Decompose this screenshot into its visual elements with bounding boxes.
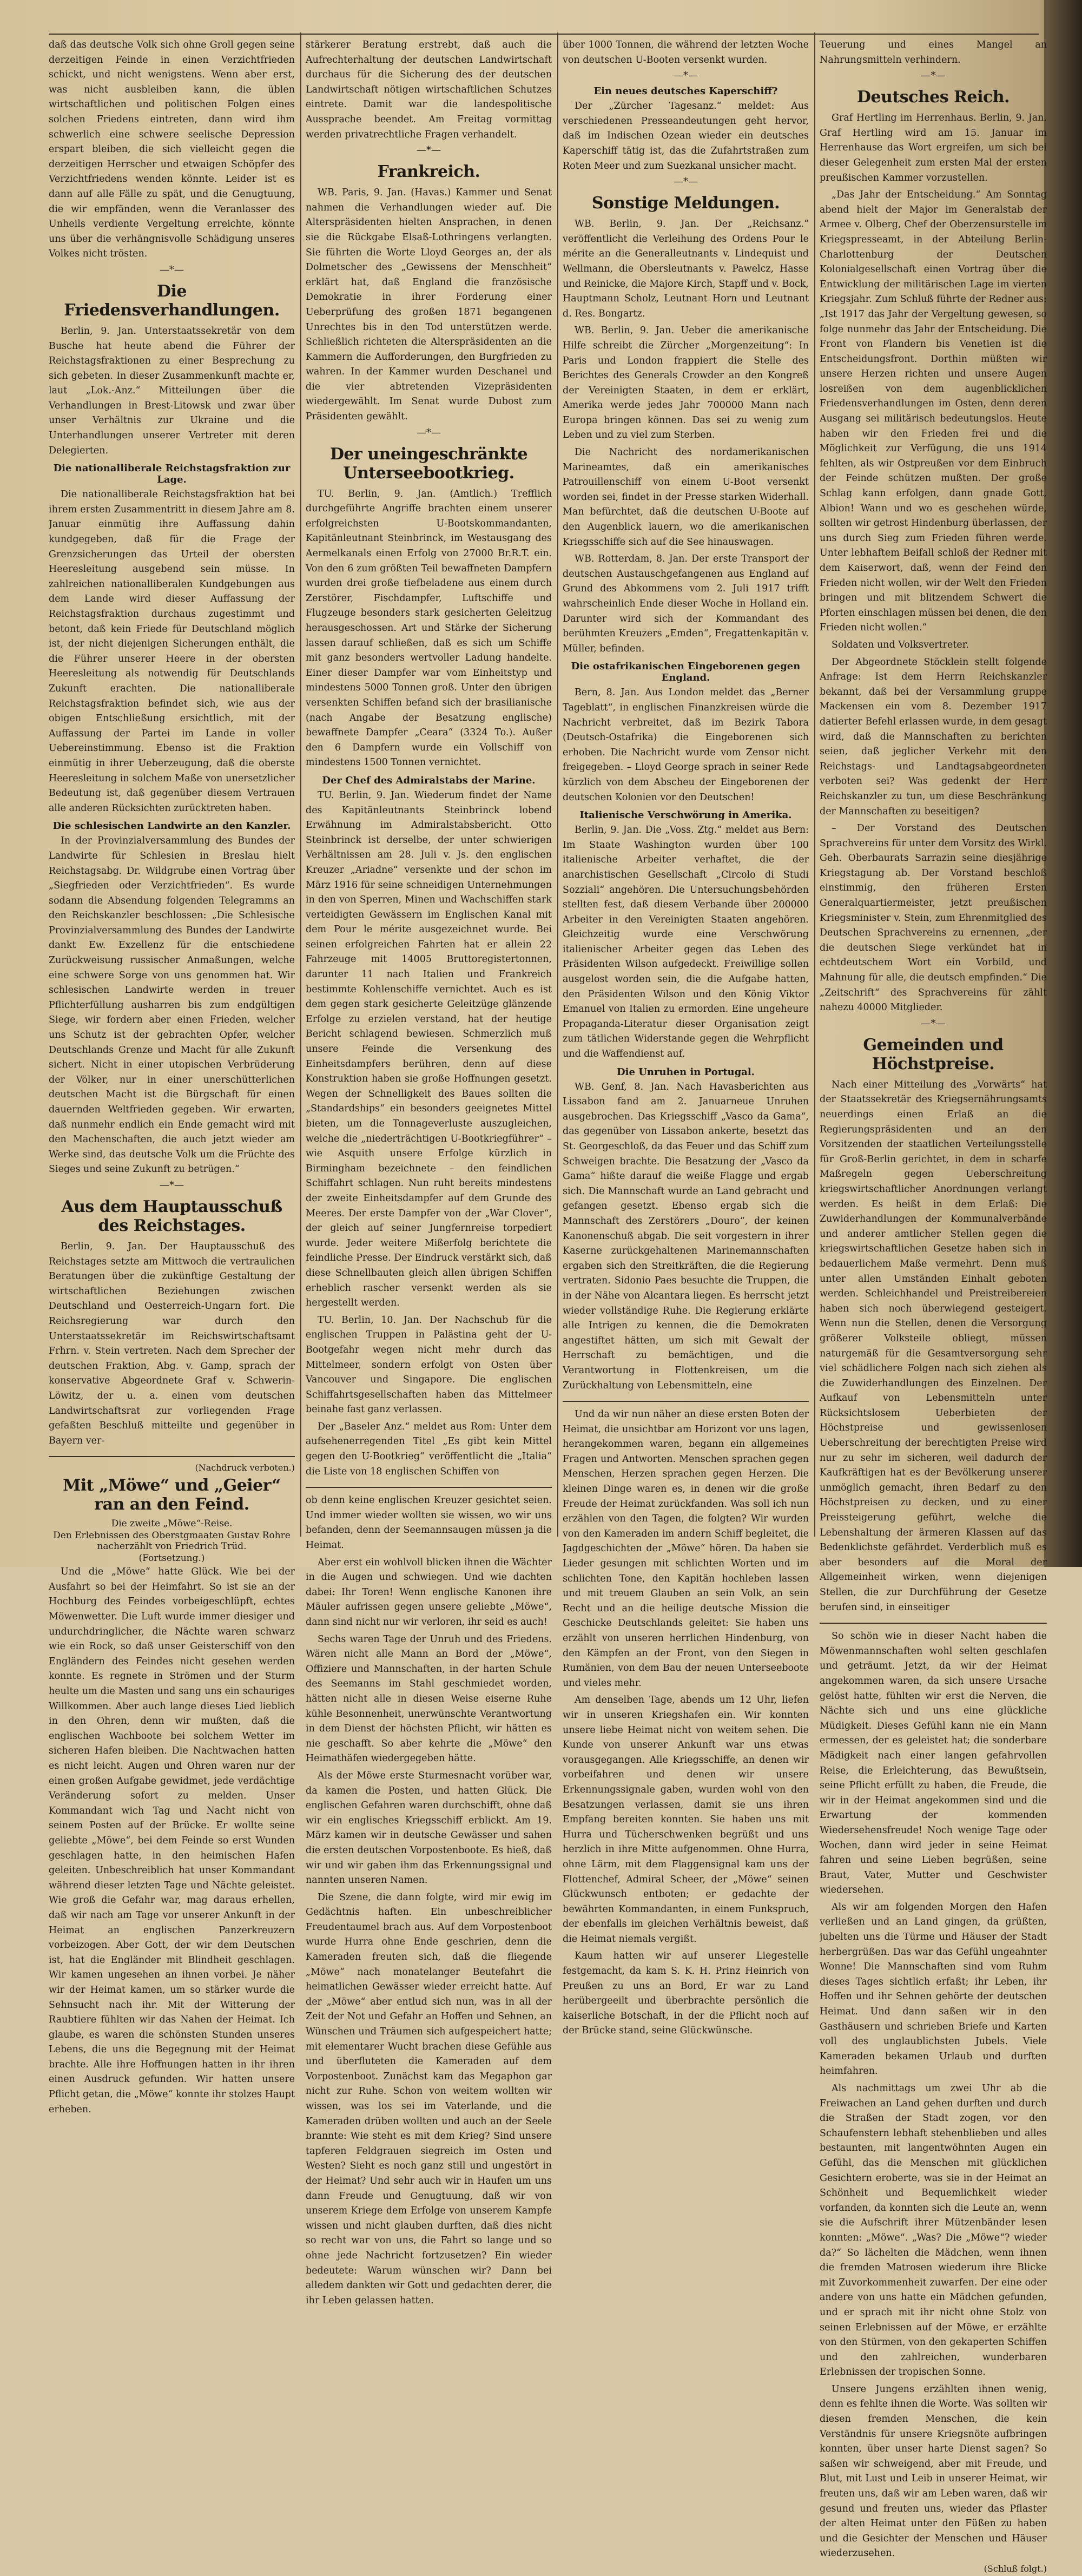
article-text: Und da wir nun näher an diese ersten Boten der Heimat, die unsichtbar am Horizont vor uns lagen, herangekommen waren, begann ein allgemeines Fragen und Antworten. Menschen sprachen gegen Menschen, Herzen sprachen gegen Herzen. Die kleinen Dinge waren es, in denen wir die große Freude der Heimat zurückfanden. Was soll ich nun erzählen von den Tagen, die folgten? Wir wurden von den Kameraden im andern Schiff begleitet, die Jagdgeschichten der „Möwe“ hören. Da haben sie Lieder gesungen mit schlichten Worten und im schlichten Tone, den Kapitän hochleben lassen und mit treuem Glauben an sein Volk, an sein Recht und an die heilige deutsche Mission die Geschicke Deutschlands geleitet: Sie haben uns erzählt von unseren herrlichen Hindenburg, von den Kämpfen an der Front, von den Siegen in Rumänien, von dem Bau der neuen Unterseeboote und vieles mehr.: [563, 1409, 809, 1689]
article-text: Soldaten und Volksvertreter.: [832, 639, 969, 650]
article-text: Unsere Jungens erzählten ihnen wenig, denn es fehlte ihnen die Worte. Was sollten wir diesen fremden Menschen, die kein Verständnis für unsere Kriegsnöte aufbringen konnten, über unser harte Dienst sagen? So saßen wir schweigend, aber mit Freude, und Blut, mit Lust und Leib in unserer Heimat, wir freuten uns, daß wir am Leben waren, daß wir gesund und freuten uns, wieder das Pflaster der alten Heimat unter den Füßen zu haben und die Gesichter der Menschen und Häuser wiederzusehen.: [820, 2383, 1047, 2559]
column-3: [563, 38, 809, 2041]
section-rule: [49, 1456, 295, 1457]
article-text: Der Abgeordnete Stöcklein stellt folgende Anfrage: Ist dem Herrn Reichskanzler bekannt, daß bei der Versammlung gruppe Mackensen ein vom 8. Dezember 1917 datierter Befehl erlassen wurde, in dem gesagt wird, daß die Mannschaften zu berichten seien, daß jeglicher Verkehr mit den Reichstags- und Landtagsabgeordneten verboten sei? Was gedenkt der Herr Reichskanzler zu tun, um diese Beschränkung der Mannschaften zu beseitigen?: [820, 656, 1047, 817]
article-text: daß das deutsche Volk sich ohne Groll gegen seine derzeitigen Feinde in einen Verzichtfrieden schickt, und nicht wenigstens. Wenn aber erst, was nicht ausbleiben kann, die üblen wirtschaftlichen und politischen Folgen eines solchen Friedens eintreten, dann wird ihm schwerlich eine schwere seelische Depression erspart bleiben, die sich vielleicht gegen die derzeitigen Herrscher und etwaigen Schöpfer des Verzichtfriedens wenden könnte. Leider ist es dann auf alle Fälle zu spät, und die Genugtuung, die wir empfänden, wenn die Veranlasser des Unheils verdiente Vergeltung erreichte, könnte uns über die verhängnisvolle Schädigung unseres Volkes nicht trösten.: [49, 39, 295, 260]
reprint-note: (Nachdruck verboten.): [195, 1462, 295, 1473]
column-1: [49, 38, 295, 2119]
article-text: Sechs waren Tage der Unruh und des Friedens. Wären nicht alle Mann an Bord der „Möwe“, Offiziere und Mannschaften, in der harten Schule des Seemanns im Stahl geschmiedet worden, hätten nicht alle in diesen Weise eiserne Ruhe kühle Besonnenheit, unerwünschte Verantwortung in dem Dienst der höchsten Pflicht, wir hätten es nie geschafft. So aber kehrte die „Möwe“ den Heimathäfen wiedergegeben hätte.: [306, 1633, 552, 1764]
article-text: WB. Genf, 8. Jan. Nach Havasberichten aus Lissabon fand am 2. Januarneue Unruhen ausgebrochen. Das Kriegsschiff „Vasco da Gama“, das gegenüber von Lissabon ankerte, besetzt das St. Georgeschloß, da das Feuer und das Schiff zum Schweigen brachte. Die Besatzung der „Vasco da Gama“ hißte darauf die weiße Flagge und ergab sich. Die Mannschaft wurde an Land gebracht und gefangen gesetzt. Ebenso ergab sich die Mannschaft des Zerstörers „Douro“, der keinen Kanonenschuß abgab. Die seit vorgestern in ihrer Kaserne zurückgehaltenen Marinemannschaften ergaben sich den Streitkräften, die die Regierung vertraten. Sidonio Paes besuchte die Truppen, die in der Nähe von Alcantara liegen. Es herrscht jetzt wieder vollständige Ruhe. Die Regierung erklärte alle Intrigen zu kennen, die die Demokraten angestiftet hätten, um sich mit Gewalt der Herrschaft zu bemächtigen, und die Verantwortung in Flottenkreisen, um die Zurückhaltung von Lebensmitteln, eine: [563, 1081, 809, 1391]
separator-star: —*—: [921, 1017, 946, 1029]
headline-hauptausschuss: Aus dem Hauptausschuß des Reichstages.: [61, 1197, 282, 1235]
page-binding-edge: [1044, 0, 1082, 1567]
separator-star: —*—: [674, 176, 698, 188]
article-text: Berlin, 9. Jan. Die „Voss. Ztg.“ meldet aus Bern: Im Staate Washington wurden über 100 italienische Arbeiter verhaftet, die der anarchistischen Gesellschaft „Circolo di Studi Sozziali“ angehören. Die Untersuchungsbehörden stellten fest, daß diesem Verbande über 200000 Arbeiter in den Vereinigten Staaten angehören. Gleichzeitig wurde eine Verschwörung italienischer Arbeiter gegen das Leben des Präsidenten Wilson aufgedeckt. Freiwillige sollen ausgelost worden sein, die die Aufgabe hatten, den Präsidenten Wilson und den König Viktor Emanuel von Italien zu ermorden. Eine ungeheure Propaganda-Literatur dieser Organisation zeigt zum tätlichen Widerstande gegen die Wehrpflicht und die Waffendienst auf.: [563, 825, 809, 1060]
separator-star: —*—: [160, 1179, 184, 1191]
separator-star: —*—: [921, 70, 946, 82]
headline-deutsches-reich: Deutsches Reich.: [856, 88, 1010, 107]
headline-frankreich: Frankreich.: [377, 162, 480, 182]
section-rule: [563, 1401, 809, 1402]
headline-moewe-serial: Mit „Möwe“ und „Geier“ ran an den Feind.: [63, 1476, 281, 1514]
article-text: Die Nachricht des nordamerikanischen Marineamtes, daß ein amerikanisches Patrouillenschiff von einem U-Boot versenkt worden sei, findet in der Presse starken Widerhall. Man befürchtet, daß die deutschen U-Boote auf den Augenblick lauern, wo die amerikanischen Kriegsschiffe sich auf die See hinauswagen.: [563, 447, 809, 548]
headline-friedensverhandlungen: Die Friedensverhandlungen.: [64, 281, 280, 320]
article-text: – Der Vorstand des Deutschen Sprachvereins für unter dem Vorsitz des Wirkl. Geh. Oberbaurats Sarrazin seine diesjährige Kriegstagung ab. Der Vorstand beschloß einstimmig, den früheren Ersten Generalquartiermeister, jetzt preußischen Kriegsminister v. Stein, zum Ehrenmitglied des Deutschen Sprachvereins zu ernennen, „der die deutschen Siege verkündet hat in echtdeutschem Wort ein Vorbild, und Mahnung für alle, die deutsch empfinden.“ Die „Zeitschrift“ des Sprachvereins für zählt nahezu 40000 Mitglieder.: [820, 823, 1047, 1013]
column-4: [820, 38, 1047, 2576]
subheadline: Die ostafrikanischen Eingeborenen gegen England.: [571, 661, 801, 684]
section-rule: [820, 1623, 1047, 1624]
article-text: TU. Berlin, 9. Jan. Wiederum findet der Name des Kapitänleutnants Steinbrinck lobend Erwähnung im Admiralstabsbericht. Otto Steinbrinck ist derselbe, der unter schwierigen Verhältnissen am 28. Juli v. Js. den englischen Kreuzer „Ariadne“ versenkte und der schon im März 1916 für seine schneidigen Unternehmungen in den von Sperren, Minen und Wachschiffen stark verteidigten Gewässern im Englischen Kanal mit dem Pour le mérite ausgezeichnet wurde. Bei seinen erfolgreichen Fahrten hat er allein 22 Fahrzeuge mit 14005 Bruttoregistertonnen, darunter 11 nach Italien und Frankreich bestimmte Kohlenschiffe vernichtet. Auch es ist dem gegen stark gesicherte Geleitzüge glänzende Erfolge zu erzielen verstand, hat der heutige Bericht schlagend bewiesen. Schmerzlich muß unsere Feinde die Versenkung des Einheitsdampfers berühren, denn auf diese Konstruktion haben sie große Hoffnungen gesetzt. Wegen der Schnelligkeit des Baues sollten die „Standardships“ ein besonders geeignetes Mittel bieten, um die Tonnageverluste auszugleichen, welche die „niederträchtigen U-Bootkriegführer“ – wie Asquith unsere Erfolge kürzlich in Birmingham bezeichnete – den feindlichen Schiffahrt schlagen. Nun ruht bereits mindestens der zweite Einheitsdampfer auf dem Grunde des Meeres. Der erste Dampfer von der „War Clover“, der gleich auf seiner Jungfernreise torpediert wurde. Jeder weitere Mißerfolg berichtete die feindliche Presse. Der Eindruck verstärkt sich, daß diese Schnellbauten gleich allen übrigen Schiffen erheblich rascher versenkt werden als sie hergestellt werden.: [306, 789, 552, 1309]
column-rule: [814, 32, 815, 1537]
section-rule: [306, 1487, 552, 1488]
article-text: In der Provinzialversammlung des Bundes der Landwirte für Schlesien in Breslau hielt Reichstagsabg. Dr. Wildgrube einen Vortrag über „Siegfrieden oder Verzichtfrieden“. Es wurde sodann die Absendung folgenden Telegramms an den Reichskanzler beschlossen: „Die Schlesische Provinzialversammlung des Bundes der Landwirte dankt Ew. Exzellenz für die entschiedene Zurückweisung russischer Anmaßungen, welche eine schwere Sorge von uns genommen hat. Wir schlesischen Landwirte werden in treuer Pflichterfüllung ausharren bis zum endgültigen Siege, wir fordern aber einen Frieden, welcher uns Schutz ist der gebrachten Opfer, welcher Deutschlands Grenze und Macht für alle Zukunft sichert. Nicht in einer utopischen Verbrüderung der Völker, nur in einer unerschütterlichen deutschen Macht ist die Bürgschaft für einen dauernden Weltfrieden gegeben. Wir erwarten, daß nunmehr endlich ein Ende gemacht wird mit den Machenschaften, die auch jetzt wieder am Werke sind, das deutsche Volk um die Früchte des Sieges und seine Zukunft zu betrügen.“: [49, 835, 295, 1175]
article-text: Kaum hatten wir auf unserer Liegestelle festgemacht, da kam S. K. H. Prinz Heinrich von Preußen zu uns an Bord, Er war zu Land herübergeeilt und überbrachte persönlich die kaiserliche Botschaft, in der die Pflicht noch auf der Brücke stand, seine Glückwünsche.: [563, 1951, 809, 2037]
article-text: WB. Berlin, 9. Jan. Ueber die amerikanische Hilfe schreibt die Zürcher „Morgenzeitung“: In Paris und London frappiert die Stelle des Berichtes des Generals Crowder an den Kongreß der Vereinigten Staaten, in dem er erklärt, Amerika werde jedes Jahr 700000 Mann nach Europa bringen können. Das sei zu wenig zum Leben und zu viel zum Sterben.: [563, 325, 809, 441]
article-text: So schön wie in dieser Nacht haben die Möwenmannschaften wohl selten geschlafen und geträumt. Jetzt, da wir der Heimat angekommen waren, da sich unsere Ursache gelöst hatte, fühlten wir erst die Nerven, die Nächte sich und uns eine glückliche Müdigkeit. Dieses Gefühl kann nie ein Mann ermessen, der es geleistet hat; die sonderbare Mädigkeit nach einer langen gefahrvollen Reise, die Erleichterung, das Bewußtsein, seine Pflicht erfüllt zu haben, die Freude, die wir in der Heimat angekommen sind und die Erwartung der kommenden Wiedersehensfreude! Noch wenige Tage oder Wochen, dann wird jeder in seine Heimat fahren und seine Lieben begrüßen, seine Braut, Vater, Mutter und Geschwister wiedersehen.: [820, 1631, 1047, 1896]
article-text: WB. Rotterdam, 8. Jan. Der erste Transport der deutschen Austauschgefangenen aus England auf Grund des Abkommens vom 2. Juli 1917 trifft wahrscheinlich Ende dieser Woche in Holland ein. Darunter wird sich der Kommandant des berühmten Kreuzers „Emden“, Fregattenkapitän v. Müller, befinden.: [563, 554, 809, 654]
article-text: Die Szene, die dann folgte, wird mir ewig im Gedächtnis haften. Ein unbeschreiblicher Freudentaumel brach aus. Auf dem Vorpostenboot wurde Hurra ohne Ende geschrien, denn die Kameraden freuten sich, daß die fliegende „Möwe“ nach monatelanger Beutefahrt die heimatlichen Gewässer wieder erreicht hatte. Auf der „Möwe“ aber entlud sich nun, was in all der Zeit der Not und Gefahr an Hoffen und Sehnen, an Wünschen und Träumen sich aufgespeichert hatte; mit elementarer Wucht brachen diese Gefühle aus und überfluteten die Kameraden auf dem Vorpostenboot. Zunächst kam das Megaphon gar nicht zur Ruhe. Schon von weitem wollten wir wissen, was los sei im Vaterlande, und die Kameraden drüben wollten und auch an der Seele brannte: Wie steht es mit dem Krieg? Sind unsere tapferen Feldgrauen siegreich im Osten und Westen? Sieht es noch ganz still und ungestört in der Heimat? Und sehr auch wir in Haufen um uns dann Freude und Genugtuung, daß wir von unserem Kriege dem Erfolge von unserem Kampfe wissen und nicht glauben durften, daß dies nicht so recht war von uns, die Fahrt so lange und so ohne jede Nachricht fortzusetzen? Ein wieder bedeutete: Warum wünschen wir? Dann bei alledem dankten wir Gott und gedachten derer, die ihr Leben gelassen hatten.: [306, 1892, 552, 2306]
separator-star: —*—: [160, 263, 184, 275]
headline-unterseebootkrieg: Der uneingeschränkte Unterseebootkrieg.: [329, 444, 528, 483]
article-text: „Das Jahr der Entscheidung.“ Am Sonntag abend hielt der Major im Generalstab der Armee v. Olberg, Chef der Oberzensurstelle im Kriegspresseamt, in der Abteilung Berlin-Charlottenburg der Deutschen Kolonialgesellschaft einen Vortrag über die Entwicklung der militärischen Lage im vierten Kriegsjahr. Zum Schluß führte der Redner aus: „Ist 1917 das Jahr der Vergeltung gewesen, so folge nunmehr das Jahr der Entscheidung. Die Front von Flandern bis Venetien ist die Entscheidungsfront. Dorthin müßten wir unsere Herzen richten und unsere Augen losreißen von dem augenblicklichen Friedensverhandlungen im Osten, denn deren Ausgang sei militärisch bedeutungslos. Heute haben wir den Frieden frei und die Möglichkeit zur Verfügung, die uns 1914 fehlten, als wir Ostpreußen vor dem Einbruch der Feinde schützen mußten. Der große Schlag kann erfolgen, dann gnade Gott, Albion! Wann und wo es geschehen würde, sollten wir getrost Hindenburg überlassen, der uns durch Sieg zum Frieden führen werde. Unter lebhaftem Beifall schloß der Redner mit dem Kaiserwort, daß, wenn der Feind den Frieden nicht wollen, wir der Welt den Frieden bringen und mit blitzendem Schwert die Pforten einschlagen müssen bei denen, die den Frieden nicht wollen.“: [820, 189, 1047, 634]
subheadline: Die Unruhen in Portugal.: [617, 1066, 755, 1078]
article-text: Und die „Möwe“ hatte Glück. Wie bei der Ausfahrt so bei der Heimfahrt. So ist sie an der Hochburg des Feindes vorbeigeschlüpft, echtes Möwenwetter. Die Luft wurde immer diesiger und undurchdringlicher, die Nächte waren schwarz wie ein Rock, so daß unser Geisterschiff von den Engländern des Feindes nicht gesehen werden konnte. Es regnete in Strömen und der Sturm heulte um die Masten und sang uns ein schauriges Willkommen. Aber auch lange dieses Lied lieblich in den Ohren, denn wir mußten, daß die englischen Wachboote bei solchem Wetter im sicheren Hafen bleiben. Die Nachtwachen hatten es nicht leicht. Augen und Ohren waren nur der einen großen Aufgabe gewidmet, jede verdächtige Veränderung sofort zu melden. Unser Kommandant wich Tag und Nacht nicht von seinem Posten auf der Brücke. Er wollte seine geliebte „Möwe“, bei dem Feinde so erst Wunden geschlagen hatte, in den heimischen Hafen geleiten. Unbeschreiblich hat unser Kommandant während dieser letzten Tage und Nächte geleistet. Wie groß die Gefahr war, mag daraus erhellen, daß wir nach am Tage vor unserer Ankunft in der Heimat an englischen Panzerkreuzern vorbeizogen. Aber Gott, der wir dem Deutschen ist, hat die Engländer mit Blindheit geschlagen. Wir kamen ungesehen an ihnen vorbei. Je näher wir der Heimat kamen, um so stärker wurde die Sehnsucht nach ihr. Mit der Witterung der Raubtiere fühlten wir das Nahen der Heimat. Ich glaube, es waren die schönsten Stunden unseres Lebens, die uns die Begegnung mit der Heimat brachte. Alle ihre Hoffnungen hatten in ihr ihren einen Ausdruck gefunden. Wir hatten unsere Pflicht getan, die „Möwe“ konnte ihr stolzes Haupt erheben.: [49, 1566, 295, 2115]
article-text: Teuerung und eines Mangel an Nahrungsmitteln verhindern.: [820, 39, 1047, 65]
article-text: ob denn keine englischen Kreuzer gesichtet seien. Und immer wieder wollten sie wissen, wo wir uns befanden, denn der Seemannsaugen müssen ja die Heimat.: [306, 1495, 552, 1551]
headline-sonstige-meldungen: Sonstige Meldungen.: [591, 194, 780, 213]
column-2: [306, 38, 552, 2310]
article-text: WB. Paris, 9. Jan. (Havas.) Kammer und Senat nahmen die Verhandlungen wieder auf. Die Alterspräsidenten hielten Ansprachen, in denen sie die Rückgabe Elsaß-Lothringens verlangten. Sie führten die Worte Lloyd Georges an, der als Dolmetscher des „Gewissens der Menschheit“ erklärt hat, daß England die französische Demokratie in ihrer Forderung einer Ueberprüfung des großen 1871 begangenen Unrechtes bis in den Tod unterstützen werde. Schließlich richteten die Alterspräsidenten an die Kammern die Aufforderungen, den Burgfrieden zu wahren. In der Kammer wurden Deschanel und die vier abtretenden Vizepräsidenten wiedergewählt. Im Senat wurde Dubost zum Präsidenten gewählt.: [306, 187, 552, 423]
column-rule: [557, 32, 558, 1537]
serial-end-note: (Schluß folgt.): [984, 2564, 1047, 2574]
serial-continuation: (Fortsetzung.): [138, 1553, 205, 1564]
subheadline: Ein neues deutsches Kaperschiff?: [593, 85, 778, 97]
top-rule: [49, 34, 1039, 35]
article-text: TU. Berlin, 9. Jan. (Amtlich.) Trefflich durchgeführte Angriffe brachten einem unserer erfolgreichsten U-Bootskommandanten, Kapitänleutnant Steinbrinck, im Westausgang des Aermelkanals einen Erfolg von 27000 Br.R.T. ein. Von den 6 zum größten Teil bewaffneten Dampfern wurden drei große tiefbeladene aus einem durch Zerstörer, Fischdampfer, Luftschiffe und Flugzeuge besonders stark gesicherten Geleitzug herausgeschossen. Art und Stärke der Sicherung lassen darauf schließen, daß es sich um Schiffe mit ganz besonders wertvoller Ladung handelte. Einer dieser Dampfer war vom Einheitstyp und mindestens 5000 Tonnen groß. Unter den übrigen versenkten Schiffen befand sich der brasilianische (nach Angabe der Besatzung englische) bewaffnete Dampfer „Ceara“ (3324 To.). Außer den 6 Dampfern wurde ein Vollschiff von mindestens 1500 Tonnen vernichtet.: [306, 488, 552, 768]
column-rule: [300, 32, 301, 1537]
article-text: TU. Berlin, 10. Jan. Der Nachschub für die englischen Truppen in Palästina geht der U-Bootgefahr wegen nicht mehr durch das Mittelmeer, sondern erfolgt von Osten über Vancouver und Singapore. Die englischen Schiffahrtsgesellschaften haben das Mittelmeer beinahe fast ganz verlassen.: [306, 1314, 552, 1415]
article-text: Am denselben Tage, abends um 12 Uhr, liefen wir in unseren Kriegshafen ein. Wir konnten unsere liebe Heimat nicht von weitem sehen. Die Kunde von unserer Ankunft war uns etwas vorausgegangen. Alle Kriegsschiffe, an denen wir vorbeifahren und denen wir unsere Erkennungssignale gaben, wurden wohl von den Besatzungen verlassen, damit sie uns ihren Empfang bereiten konnten. Sie haben uns mit Hurra und Tücherschwenken begrüßt und uns herzlich in ihre Mitte aufgenommen. Ohne Hurra, ohne Lärm, mit dem Flaggensignal kam uns der Flottenchef, Admiral Scheer, der „Möwe“ seinen Glückwunsch entboten; er gedachte der bewährten Kommandanten, in einem Funkspruch, der ebenfalls im gleichen Verhältnis beweist, daß die Heimat niemals vergißt.: [563, 1695, 809, 1945]
article-text: Berlin, 9. Jan. Unterstaatssekretär von dem Busche hat heute abend die Führer der Reichstagsfraktionen zu einer Besprechung zu sich gebeten. In dieser Zusammenkunft machte er, laut „Lok.-Anz.“ Mitteilungen über die Verhandlungen in Brest-Litowsk und zwar über unser Verhältnis zur Ukraine und die Unterhandlungen unserer Vertreter mit deren Delegierten.: [49, 325, 295, 456]
article-text: WB. Berlin, 9. Jan. Der „Reichsanz.“ veröffentlicht die Verleihung des Ordens Pour le mérite an die Generalleutnants v. Lindequist und Wellmann, die Obersleutnants v. Pawelcz, Hasse und Reinicke, die Majore Kirch, Stapff und v. Bock, Hauptmann Scholz, Leutnant Horn und Leutnant d. Res. Bongartz.: [563, 219, 809, 319]
article-text: Aber erst ein wohlvoll blicken ihnen die Wächter in die Augen und schwiegen. Und wie dachten dabei: Ihr Toren! Wenn englische Kanonen ihre Mäuler aufrissen gegen unsere geliebte „Möwe“, dann sind nicht nur wir verloren, ihr seid es auch!: [306, 1557, 552, 1628]
headline-gemeinden-hoechstpreise: Gemeinden und Höchstpreise.: [863, 1035, 1004, 1073]
separator-star: —*—: [417, 144, 441, 156]
article-text: Graf Hertling im Herrenhaus. Berlin, 9. Jan. Graf Hertling wird am 15. Januar im Herrenhause das Wort ergreifen, um sich bei dieser Gelegenheit zum ersten Mal der ersten preußischen Kammer vorzustellen.: [820, 113, 1047, 183]
subheadline: Italienische Verschwörung in Amerika.: [579, 809, 792, 821]
article-text: Bern, 8. Jan. Aus London meldet das „Berner Tageblatt“, in englischen Finanzkreisen würde die Nachricht verbreitet, daß im Bezirk Tabora (Deutsch-Ostafrika) die Eingeborenen sich erhoben. Die Nachricht wurde vom Zensor nicht freigegeben. – Lloyd George sprach in seiner Rede kürzlich von dem Abscheu der Eingeborenen der deutschen Kolonien vor den Deutschen!: [563, 687, 809, 803]
serial-subtitle: Die zweite „Möwe“-Reise.: [111, 1518, 233, 1530]
serial-byline: Den Erlebnissen des Oberstgmaaten Gustav Rohre nacherzählt von Friedrich Trüd.: [53, 1530, 291, 1552]
article-text: Nach einer Mitteilung des „Vorwärts“ hat der Staatssekretär des Kriegsernährungsamts neuerdings einen Erlaß an die Regierungspräsidenten und an den Vorsitzenden der staatlichen Verteilungsstelle für Groß-Berlin gerichtet, in dem in scharfe Maßregeln gegen Ueberschreitung kriegswirtschaftlicher Anordnungen verlangt werden. Es heißt in dem Erlaß: Die Zuwiderhandlungen der Kommunalverbände und anderer amtlicher Stellen gegen die kriegswirtschaftlichen Gesetze haben sich in bedauerlichem Maße vermehrt. Denn muß unter allen Umständen Einhalt geboten werden. Schleichhandel und Preistreibereien haben sich noch überwiegend gesteigert. Wenn nun die Stellen, denen die Versorgung größerer Volksteile obliegt, müssen naturgemäß für die Gesamtversorgung sehr viel schädlichere Folgen nach sich ziehen als die Zuwiderhandlungen des Einzelnen. Der Aufkauf von Lebensmitteln unter Rücksichtslosem Ueberbieten der Höchstpreise und gewissenlosen Ueberschreitung der berechtigten Preise wird nur zu sehr im sicheren, weil dadurch der Kaufkräftigen hat es der Bevölkerung unserer unmöglich gemacht, ihren Bedarf zu den Höchstpreisen zu decken, und zu einer Preissteigerung geführt, welche die Lebenshaltung der ärmeren Klassen auf das Bedenklichste gefährdet. Verderblich muß es aber besonders auf die Moral der Allgemeinheit wirken, wenn diejenigen Stellen, die zur Durchführung der Gesetze berufen sind, in einseitiger: [820, 1079, 1047, 1613]
article-text: Als nachmittags um zwei Uhr ab die Freiwachen an Land gehen durften und durch die Straßen der Stadt zogen, vor den Schaufenstern lebhaft stehenblieben und alles bestaunten, mit langentwöhnten Augen ein Gefühl, das die Menschen mit glücklichen Gesichtern eroberte, was sie in der Heimat an Schönheit und Bequemlichkeit wieder vorfanden, da konnten sich die Leute an, wenn sie die Aufschrift ihrer Mützenbänder lesen konnten: „Möwe“. „Was? Die „Möwe“? wieder da?“ So lächelten die Mädchen, wenn ihnen die fremden Matrosen wiederum ihre Blicke mit Zuvorkommenheit zuwarfen. Der eine oder andere von uns hatte ein Mädchen gefunden, und er sprach mit ihr nicht ohne Stolz von seinen Erlebnissen auf der Möwe, er erzählte von den Stürmen, von den gekaperten Schiffen und den zahlreichen, wunderbaren Erlebnissen der tropischen Sonne.: [820, 2083, 1047, 2378]
article-text: Die nationalliberale Reichstagsfraktion hat bei ihrem ersten Zusammentritt in diesem Jahre am 8. Januar einmütig ihre Auffassung dahin kundgegeben, daß für die Frage der Grenzsicherungen das Urteil der obersten Heeresleitung ausgebend sein müsse. In zahlreichen nationalliberalen Kundgebungen aus dem Lande wird dieser Auffassung der Reichstagsfraktion durchaus zugestimmt und betont, daß kein Friede für Deutschland möglich ist, der nicht diejenigen Sicherungen enthält, die die Führer unserer Heere in der obersten Heeresleitung als notwendig für Deutschlands Zukunft erachten. Die nationalliberale Reichstagsfraktion befindet sich, wie aus der obigen Entschließung ersichtlich, mit der Auffassung der Partei im Lande in voller Uebereinstimmung. Ebenso ist die Fraktion einmütig in ihrer Ueberzeugung, daß die oberste Heeresleitung in solchem Maße von unersetzlicher Bedeutung ist, daß gegenüber diesem Vertrauen alle anderen Rücksichten zurücktreten haben.: [49, 489, 295, 814]
subheadline: Die nationalliberale Reichstagsfraktion zur Lage.: [53, 463, 291, 486]
article-text: stärkerer Beratung erstrebt, daß auch die Aufrechterhaltung der deutschen Landwirtschaft durchaus für die Sicherung des der deutschen Landwirtschaft nötigen wirtschaftlichen Schutzes eintrete. Damit war die landespolitische Aussprache beendet. Am Freitag vormittag werden privatrechtliche Fragen verhandelt.: [306, 39, 552, 140]
article-text: Als wir am folgenden Morgen den Hafen verließen und an Land gingen, da grüßten, jubelten uns die Türme und Häuser der Stadt herbergrüßen. Das war das Gefühl ungeahnter Wonne! Die Mannschaften sind vom Ruhm dieses Tages sichtlich erfaßt; ihr Leben, ihr Hoffen und ihr Sehnen gehörte der deutschen Heimat. Und dann saßen wir in den Gasthäusern und schrieben Briefe und Karten voll des unglaublichsten Jubels. Viele Kameraden bekamen Urlaub und durften heimfahren.: [820, 1901, 1047, 2077]
article-text: Der „Zürcher Tagesanz.“ meldet: Aus verschiedenen Presseandeutungen geht hervor, daß im Indischen Ozean wieder ein deutsches Kaperschiff tätig ist, das die Zufahrtstraßen zum Roten Meer und zum Suezkanal unsicher macht.: [563, 101, 809, 172]
article-text: über 1000 Tonnen, die während der letzten Woche von deutschen U-Booten versenkt wurden.: [563, 39, 809, 65]
article-text: Berlin, 9. Jan. Der Hauptausschuß des Reichstages setzte am Mittwoch die vertraulichen Beratungen über die zukünftige Gestaltung der wirtschaftlichen Beziehungen zwischen Deutschland und Oesterreich-Ungarn fort. Die Reichsregierung war durch den Unterstaatssekretär im Reichswirtschaftsamt Frhrn. v. Stein vertreten. Nach dem Sprecher der deutschen Fraktion, Abg. v. Gamp, sprach der konservative Abgeordnete Graf v. Schwerin-Löwitz, der u. a. einen vom deutschen Landwirtschaftsrat zur vorliegenden Frage gefaßten Beschluß mitteilte und gegenüber in Bayern ver-: [49, 1241, 295, 1446]
subheadline: Die schlesischen Landwirte an den Kanzler.: [52, 820, 291, 832]
subheadline: Der Chef des Admiralstabs der Marine.: [322, 774, 536, 786]
separator-star: —*—: [417, 426, 441, 438]
separator-star: —*—: [674, 70, 698, 82]
article-text: Als der Möwe erste Sturmesnacht vorüber war, da kamen die Posten, und hatten Glück. Die englischen Gefahren waren durchschifft, ohne daß wir ein englisches Kriegsschiff erblickt. Am 19. März kamen wir in deutsche Gewässer und sahen die ersten deutschen Vorpostenboote. Es hieß, daß wir und wir gaben ihm das Erkennungssignal und nannten unseren Namen.: [306, 1770, 552, 1886]
article-text: Der „Baseler Anz.“ meldet aus Rom: Unter dem aufsehenerregenden Titel „Es gibt kein Mittel gegen den U-Bootkrieg“ veröffentlicht die „Italia“ die Liste von 18 englischen Schiffen von: [306, 1421, 552, 1477]
